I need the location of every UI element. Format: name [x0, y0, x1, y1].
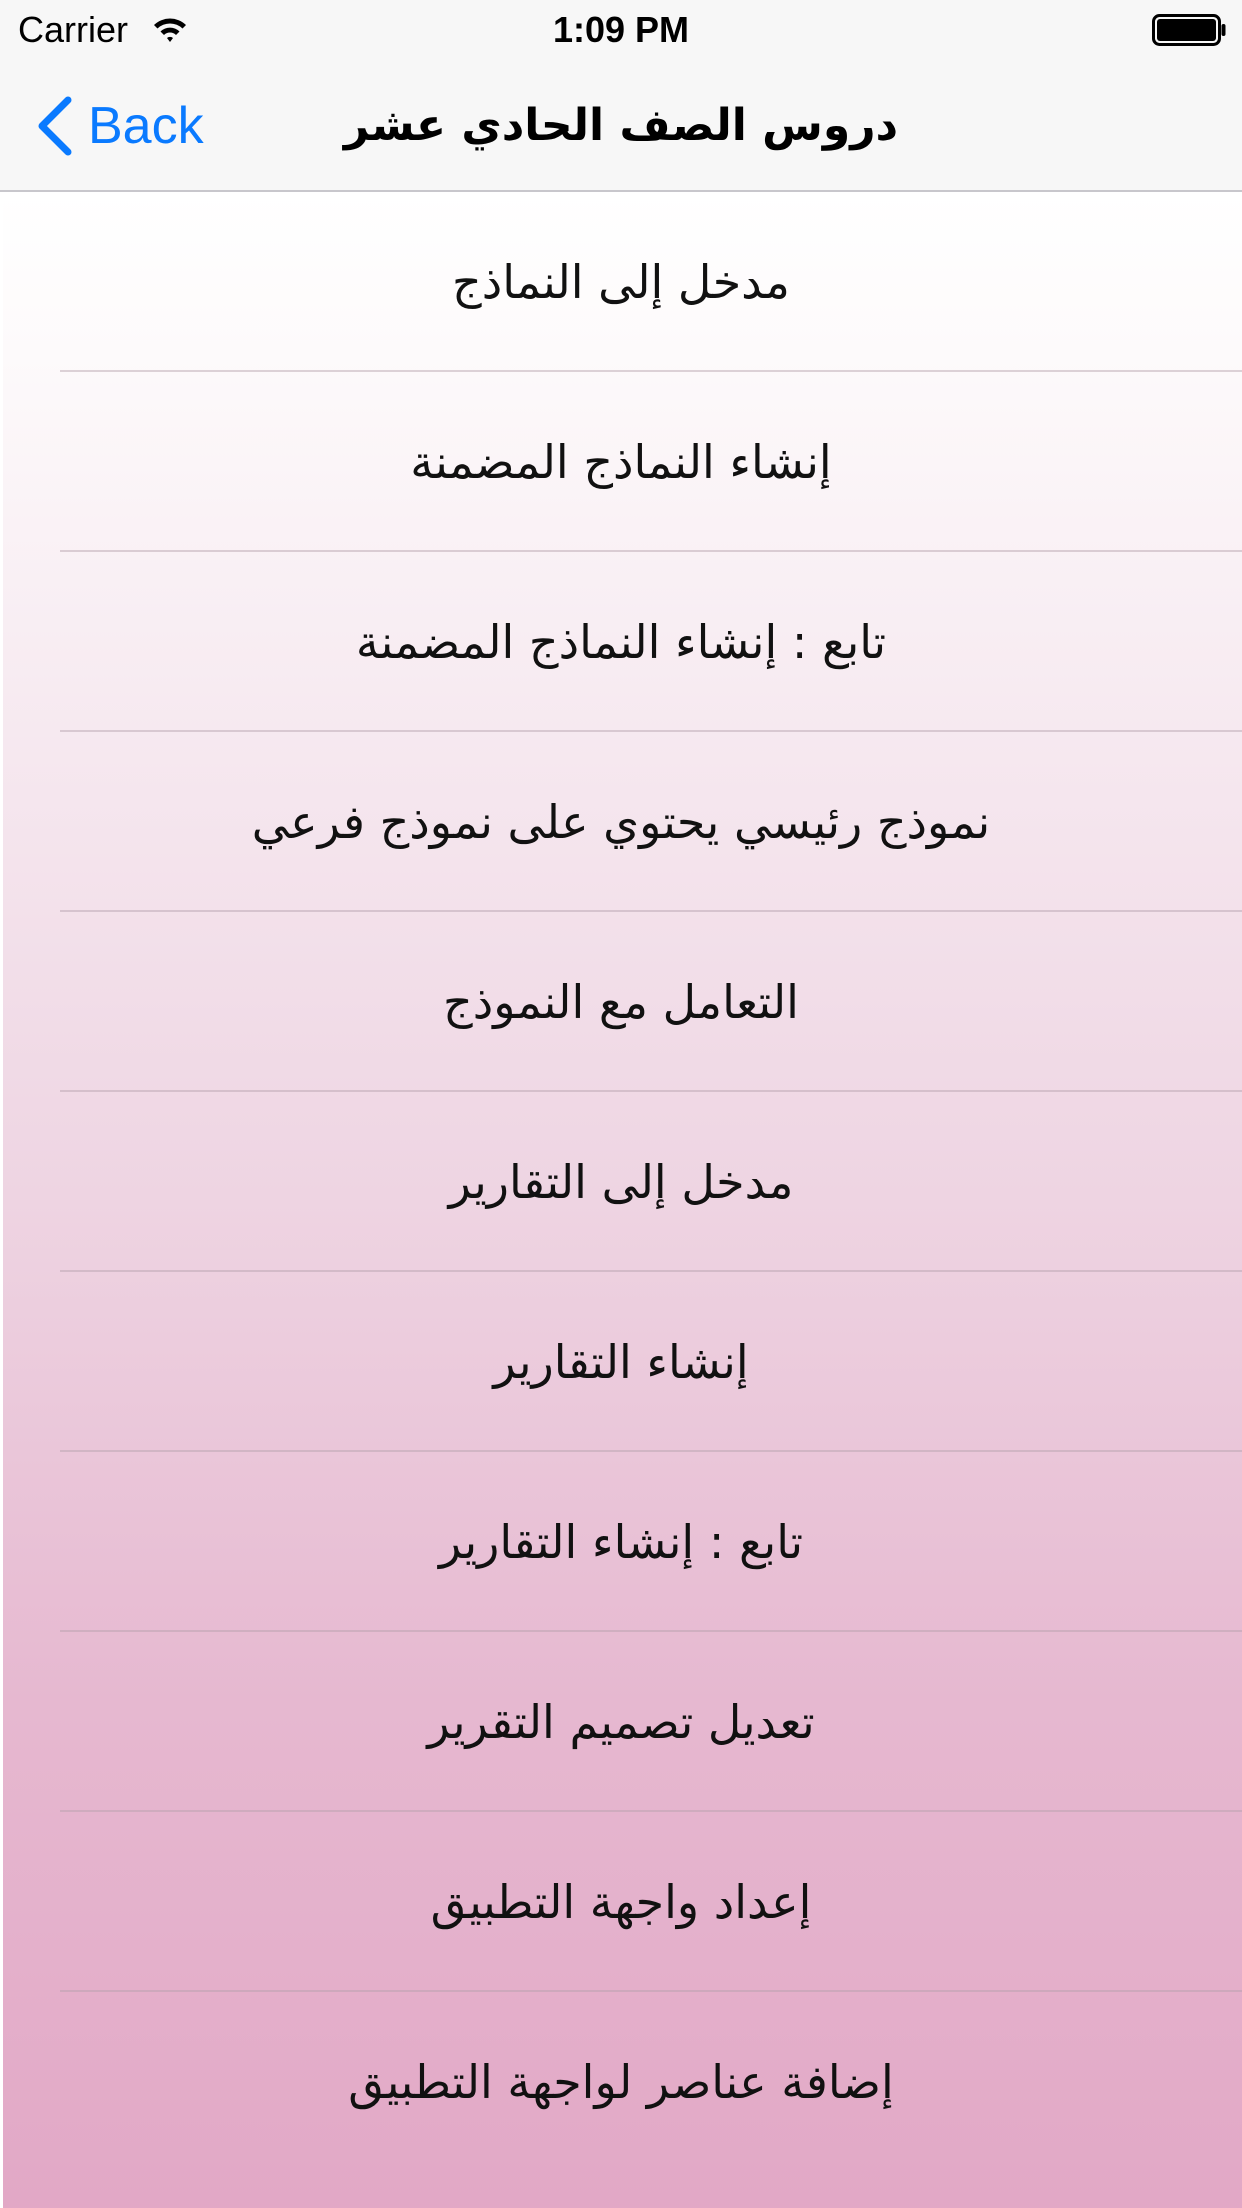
list-item-label: تابع : إنشاء التقارير	[438, 1515, 804, 1569]
list-item-label: تعديل تصميم التقرير	[427, 1695, 815, 1749]
list-item-label: إعداد واجهة التطبيق	[430, 1875, 812, 1929]
clock: 1:09 PM	[552, 9, 690, 50]
list-item[interactable]	[0, 1812, 1242, 1992]
list-item-label: إنشاء التقارير	[493, 1335, 749, 1389]
list-item[interactable]	[0, 192, 1242, 372]
list-item[interactable]	[0, 732, 1242, 912]
chevron-left-icon	[34, 94, 74, 158]
list-item[interactable]	[0, 372, 1242, 552]
list-item[interactable]	[0, 1452, 1242, 1632]
back-button-label: Back	[88, 97, 204, 155]
status-bar	[0, 0, 1242, 60]
list-item[interactable]	[0, 1272, 1242, 1452]
list-item[interactable]	[0, 1632, 1242, 1812]
navigation-bar	[0, 60, 1242, 192]
list-item-label: تابع : إنشاء النماذج المضمنة	[355, 615, 887, 669]
lessons-list[interactable]	[0, 192, 1242, 2208]
list-item-label: إنشاء النماذج المضمنة	[410, 435, 832, 489]
list-item-label: التعامل مع النموذج	[443, 975, 799, 1029]
page-title: دروس الصف الحادي عشر	[343, 100, 899, 151]
back-button[interactable]	[34, 90, 204, 162]
list-item[interactable]	[0, 1992, 1242, 2172]
list-item-label: نموذج رئيسي يحتوي على نموذج فرعي	[251, 795, 991, 849]
battery-full-icon	[1152, 14, 1226, 46]
list-item[interactable]	[0, 1092, 1242, 1272]
list-item-label: مدخل إلى التقارير	[448, 1155, 794, 1209]
list-item[interactable]	[0, 552, 1242, 732]
list-item-label: إضافة عناصر لواجهة التطبيق	[348, 2055, 894, 2109]
carrier-label: Carrier	[18, 9, 129, 50]
list-item-label: مدخل إلى النماذج	[452, 255, 790, 309]
list-item[interactable]	[0, 912, 1242, 1092]
